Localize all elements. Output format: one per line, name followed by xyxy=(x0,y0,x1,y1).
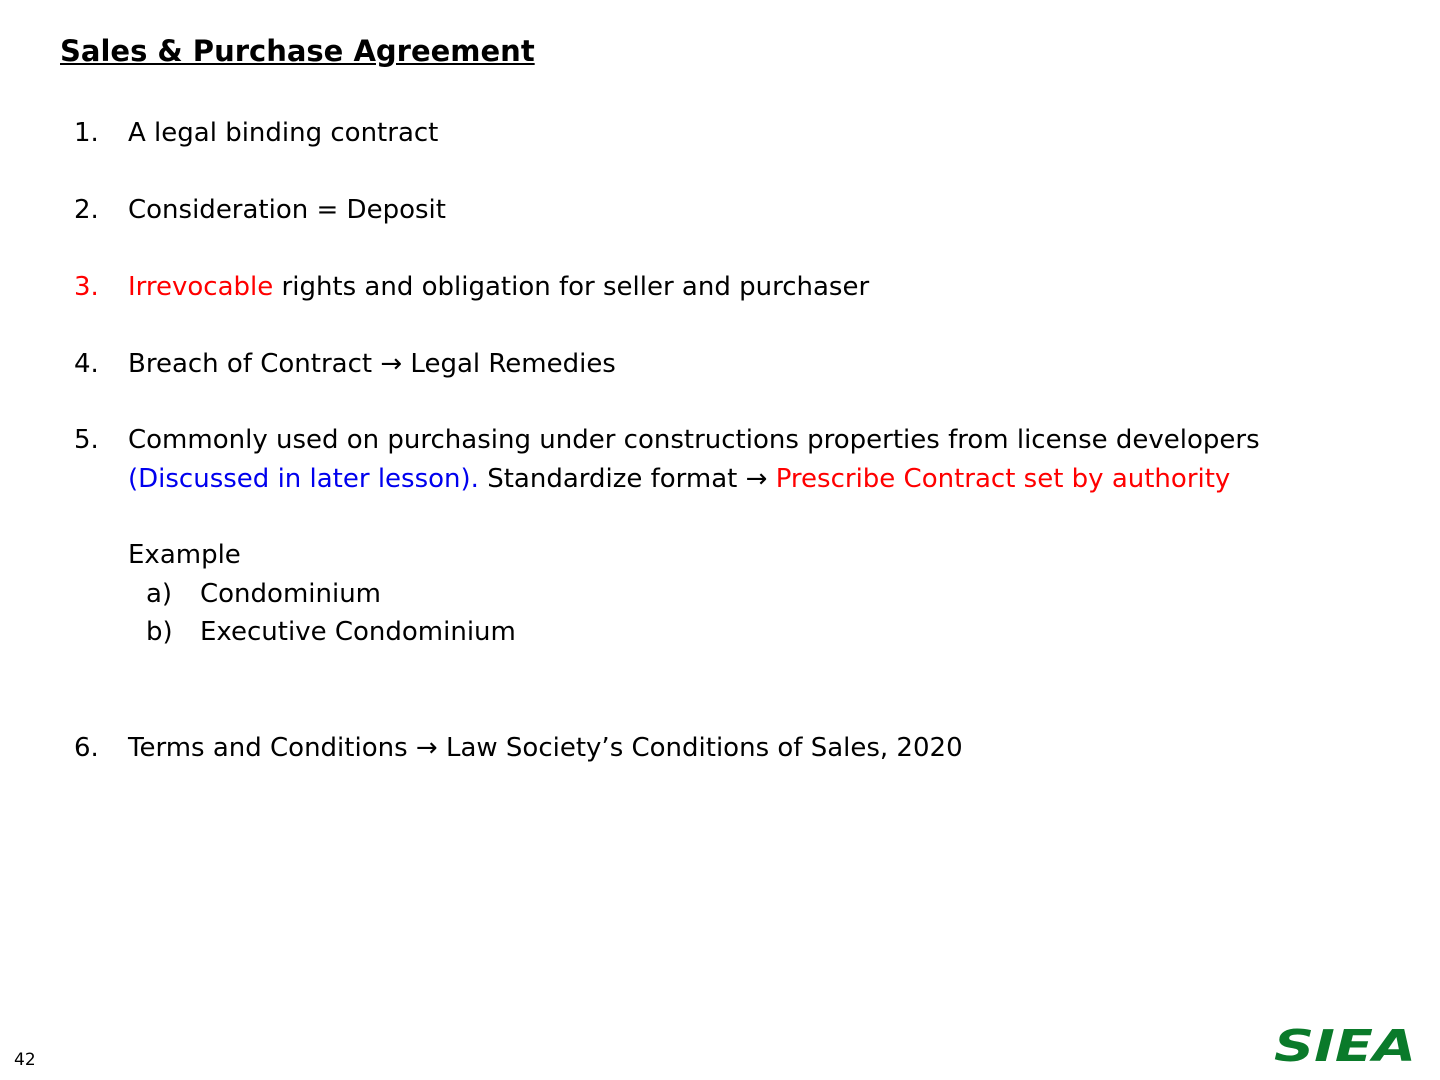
item-number: 6. xyxy=(74,733,99,763)
item-text: A legal binding contract xyxy=(128,118,439,148)
item-text-line1: Commonly used on purchasing under constructions properties from license developers xyxy=(128,425,1260,455)
irrevocable-highlight: Irrevocable xyxy=(128,272,274,302)
item-number: 4. xyxy=(74,349,99,379)
arrow-icon: → xyxy=(745,464,768,494)
standardize-text: Standardize format xyxy=(487,464,738,494)
example-marker: b) xyxy=(146,617,173,647)
arrow-icon: → xyxy=(415,733,438,763)
item-text xyxy=(128,268,869,306)
prescribe-contract-text: Prescribe Contract set by authority xyxy=(775,464,1231,494)
item-text-b: Law Society’s Conditions of Sales, 2020 xyxy=(445,733,963,763)
example-marker: a) xyxy=(146,579,173,609)
item-text-b: Legal Remedies xyxy=(410,349,616,379)
example-text: Executive Condominium xyxy=(200,617,516,647)
logo-text: SIEA xyxy=(1274,1025,1416,1065)
item-number: 1. xyxy=(74,118,99,148)
item-text-line2 xyxy=(128,460,1230,498)
example-label: Example xyxy=(128,540,241,570)
page-title: Sales & Purchase Agreement xyxy=(60,34,535,68)
item-text: Consideration = Deposit xyxy=(128,195,446,225)
item-number: 5. xyxy=(74,425,99,455)
item-text xyxy=(128,729,963,767)
page-number: 42 xyxy=(14,1050,36,1070)
item-number: 3. xyxy=(74,272,99,302)
item-text xyxy=(128,345,616,383)
item-text-a: Breach of Contract xyxy=(128,349,373,379)
example-item-b xyxy=(146,613,516,651)
item-text-a: Terms and Conditions xyxy=(128,733,408,763)
discussed-note: (Discussed in later lesson). xyxy=(128,464,479,494)
siea-logo-icon xyxy=(1270,1025,1420,1065)
example-item-a xyxy=(146,575,382,613)
item-number: 2. xyxy=(74,195,99,225)
item-text-rest: rights and obligation for seller and purchaser xyxy=(281,272,870,302)
arrow-icon: → xyxy=(380,349,403,379)
example-text: Condominium xyxy=(200,579,382,609)
